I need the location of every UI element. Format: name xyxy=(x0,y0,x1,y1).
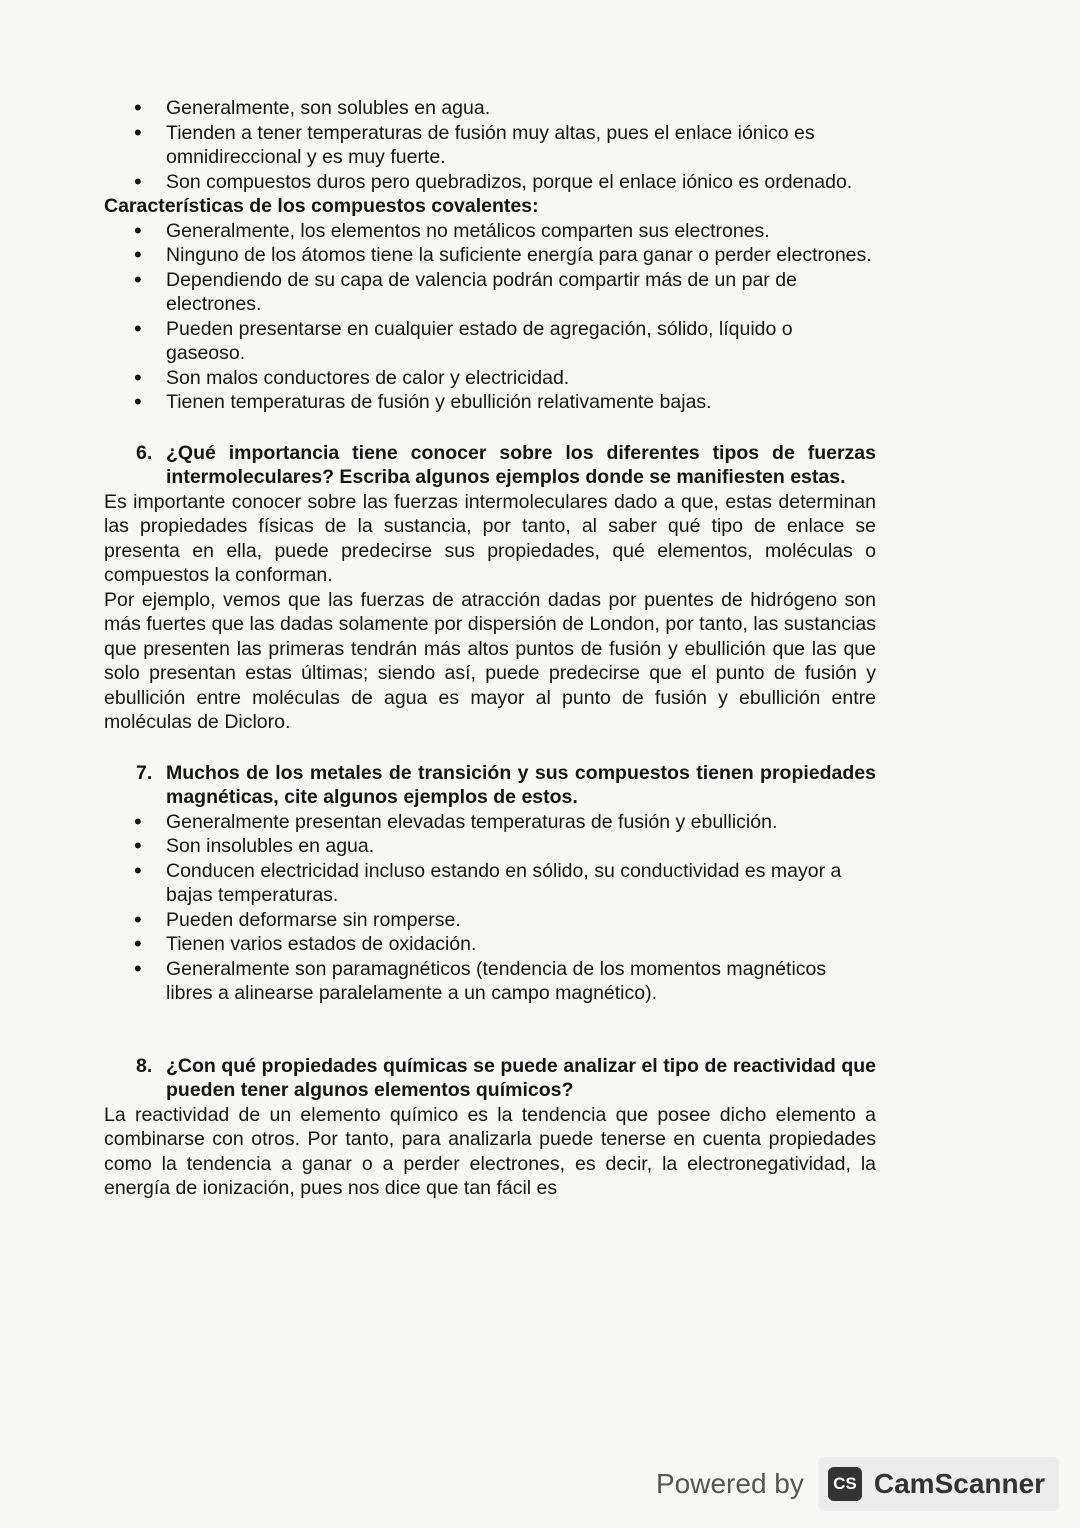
question-8 xyxy=(104,1054,876,1103)
question-text: ¿Qué importancia tiene conocer sobre los diferentes tipos de fuerzas intermoleculares? Escriba algunos ejemplos donde se manifiesten estas. xyxy=(166,441,876,488)
camscanner-logo-icon: CS xyxy=(828,1467,862,1501)
list-item: • Generalmente, son solubles en agua. xyxy=(104,96,876,121)
list-item: • Tienden a tener temperaturas de fusión muy altas, pues el enlace iónico es omnidireccional y es muy fuerte. xyxy=(104,121,876,170)
powered-by-text: Powered by xyxy=(656,1468,804,1499)
question-number: 6. xyxy=(136,441,153,464)
document-body xyxy=(104,96,876,1201)
list-item: • Ninguno de los átomos tiene la suficiente energía para ganar o perder electrones. xyxy=(104,243,876,268)
list-item: • Son compuestos duros pero quebradizos, porque el enlace iónico es ordenado. xyxy=(104,170,876,195)
answer-6-paragraph-1: Es importante conocer sobre las fuerzas intermoleculares dado a que, estas determinan las propiedades físicas de la sustancia, por tanto, al saber qué tipo de enlace se presenta en ella, puede predecirse sus propiedades, qué elementos, moléculas o compuestos la conforman. xyxy=(104,490,876,586)
question-number: 8. xyxy=(136,1054,153,1077)
camscanner-badge xyxy=(818,1457,1059,1511)
answer-6-paragraph-2: Por ejemplo, vemos que las fuerzas de atracción dadas por puentes de hidrógeno son más fuertes que las dadas solamente por dispersión de London, por tanto, las sustancias que presenten las primeras tendrán más altos puntos de fusión y ebullición que las que solo presentan estas últimas; siendo así, puede predecirse que el punto de fusión y ebullición entre moléculas de agua es mayor al punto de fusión y ebullición entre moléculas de Dicloro. xyxy=(104,588,876,733)
camscanner-brand: CamScanner xyxy=(873,1468,1046,1499)
question-7 xyxy=(104,761,876,810)
ionic-properties-list xyxy=(104,96,876,194)
list-item: • Son malos conductores de calor y electricidad. xyxy=(104,366,876,391)
list-item: • Generalmente presentan elevadas temperaturas de fusión y ebullición. xyxy=(104,810,876,835)
list-item: • Son insolubles en agua. xyxy=(104,834,876,859)
answer-8: La reactividad de un elemento químico es la tendencia que posee dicho elemento a combinarse con otros. Por tanto, para analizarla puede tenerse en cuenta propiedades como la tendencia a ganar o a perder electrones, es decir, la electronegatividad, la energía de ionización, pues nos dice que tan fácil es xyxy=(104,1103,876,1199)
list-item: • Pueden deformarse sin romperse. xyxy=(104,908,876,933)
list-item: • Generalmente, los elementos no metálicos comparten sus electrones. xyxy=(104,219,876,244)
question-text: Muchos de los metales de transición y sus compuestos tienen propiedades magnéticas, cite algunos ejemplos de estos. xyxy=(166,761,876,808)
question-text: ¿Con qué propiedades químicas se puede analizar el tipo de reactividad que pueden tener algunos elementos químicos? xyxy=(166,1054,876,1101)
camscanner-watermark xyxy=(656,1460,1059,1508)
list-item: • Conducen electricidad incluso estando en sólido, su conductividad es mayor a bajas temperaturas. xyxy=(104,859,876,908)
list-item: • Generalmente son paramagnéticos (tendencia de los momentos magnéticos libres a alinearse paralelamente a un campo magnético). xyxy=(104,957,876,1006)
list-item: • Pueden presentarse en cualquier estado de agregación, sólido, líquido o gaseoso. xyxy=(104,317,876,366)
question-number: 7. xyxy=(136,761,153,784)
covalent-heading: Características de los compuestos covalentes: xyxy=(104,195,539,217)
list-item: • Tienen temperaturas de fusión y ebullición relativamente bajas. xyxy=(104,390,876,415)
transition-metals-list xyxy=(104,810,876,1006)
covalent-properties-list xyxy=(104,219,876,415)
question-6 xyxy=(104,441,876,490)
list-item: • Dependiendo de su capa de valencia podrán compartir más de un par de electrones. xyxy=(104,268,876,317)
list-item: • Tienen varios estados de oxidación. xyxy=(104,932,876,957)
